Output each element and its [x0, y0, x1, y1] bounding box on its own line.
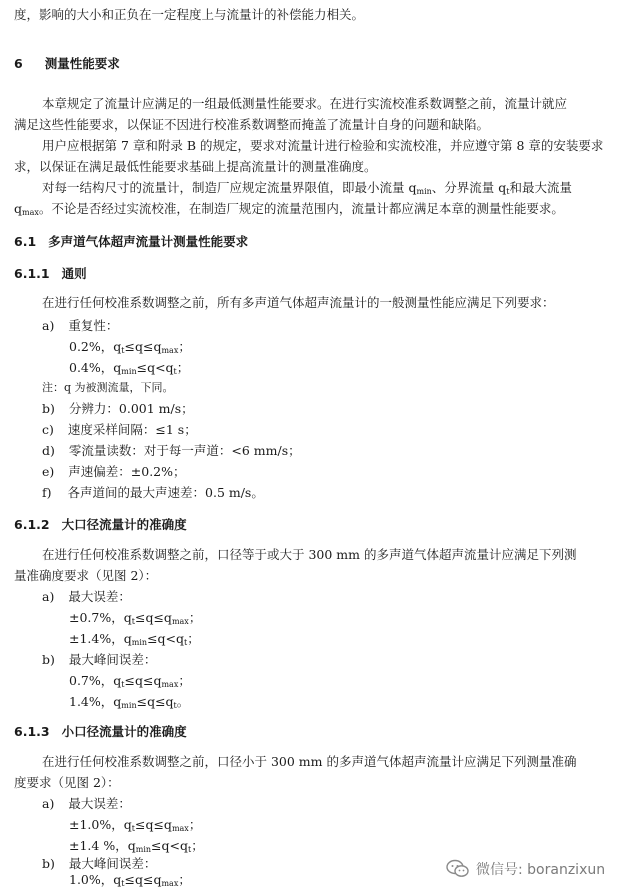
watermark-text: 微信号: boranzixun [476, 862, 606, 878]
text-segment: ≤q≤q [136, 694, 174, 709]
text-segment: q [14, 201, 23, 216]
subscript: t [173, 367, 177, 376]
text-segment: ≤q≤q [124, 872, 162, 887]
text-segment: q [123, 610, 132, 625]
list-text: 声速偏差：±0.2%； [68, 464, 186, 479]
subscript: min [121, 367, 137, 376]
list-marker: a) [42, 589, 55, 604]
text-segment: q [113, 360, 122, 375]
list-item [42, 463, 186, 481]
text-line: 用户应根据第 7 章和附录 B 的规定，要求对流量计进行检验和实流校准，并应遵守第 8 章的安装要求 [42, 138, 604, 153]
text-segment: ≤q≤q [134, 610, 172, 625]
formula-line: ±1.4 %，$q_{min}\le q<q_t$； [69, 838, 204, 854]
text-segment: q [113, 694, 122, 709]
text-segment: q [123, 817, 132, 832]
formula-line: 1.0%，$q_t\le q\le q_{max}$； [69, 872, 191, 888]
section-number: 6.1.1 [14, 266, 50, 281]
list-marker: b) [42, 401, 55, 416]
text-segment: q [123, 631, 132, 646]
subscript: t [131, 824, 135, 833]
subscript: t [121, 346, 125, 355]
list-marker: b) [42, 652, 55, 667]
section-heading [14, 55, 120, 73]
list-marker: b) [42, 856, 55, 871]
formula-line: 0.7%，$q_t\le q\le q_{max}$； [69, 673, 191, 689]
text-line: 满足这些性能要求，以保证不因进行校准系数调整而掩盖了流量计自身的问题和缺陷。 [14, 117, 490, 132]
list-text: 重复性： [68, 318, 119, 333]
subscript: t [173, 701, 177, 710]
text-segment: ≤q<q [147, 631, 185, 646]
subscript: t [184, 638, 188, 647]
text-line: 量准确度要求（见图 2）： [14, 568, 158, 583]
percent-value: ±1.4% [69, 631, 112, 646]
list-marker: a) [42, 796, 55, 811]
section-title: 测量性能要求 [44, 56, 120, 71]
text-segment: 对每一结构尺寸的流量计，制造厂应规定流量界限值，即最小流量 q [42, 180, 417, 195]
list-marker: f) [42, 485, 52, 500]
text-line: 在进行任何校准系数调整之前，所有多声道气体超声流量计的一般测量性能应满足下列要求： [42, 295, 555, 310]
list-item [42, 651, 156, 669]
section-heading [14, 516, 187, 534]
note: 注：q 为被测流量，下同。 [42, 381, 174, 394]
subscript: t [121, 879, 125, 888]
list-text: 最大峰间误差： [68, 652, 157, 667]
section-title: 大口径流量计的准确度 [61, 517, 187, 532]
text-segment: ； [176, 360, 190, 375]
percent-value: 0.2% [69, 339, 101, 354]
wechat-icon [446, 859, 470, 879]
text-segment: 、分界流量 q [431, 180, 507, 195]
formula-line: 1.4%，$q_{min}\le q\le q_t$。 [69, 694, 190, 710]
list-text: 速度采样间隔：≤1 s； [67, 422, 197, 437]
subscript: max [161, 680, 179, 689]
subscript: max [161, 346, 179, 355]
formula-line: ±1.0%，$q_t\le q\le q_{max}$； [69, 817, 202, 833]
text-line: 求，以保证在满足最低性能要求基础上提高流量计的测量准确度。 [14, 159, 377, 174]
section-heading [14, 265, 87, 283]
subscript: min [416, 187, 432, 196]
percent-value: ±1.4 % [69, 838, 116, 853]
percent-value: ±1.0% [69, 817, 112, 832]
text-segment: ； [187, 631, 200, 646]
text-segment: q [127, 838, 136, 853]
formula-line: 0.4%，$q_{min}\le q<q_t$； [69, 360, 190, 376]
text-segment: 。 [176, 694, 190, 709]
list-marker: c) [42, 422, 54, 437]
text-segment: 和最大流量 [509, 180, 572, 195]
section-number: 6.1 [14, 234, 37, 249]
text-segment: ≤q<q [136, 360, 174, 375]
list-marker: d) [42, 443, 55, 458]
section-heading [14, 723, 187, 741]
percent-value: 1.4% [69, 694, 101, 709]
text-line [42, 179, 572, 197]
subscript: t [131, 617, 135, 626]
subscript: max [22, 208, 39, 217]
text-segment: ≤q≤q [124, 339, 162, 354]
list-text: 分辨力：0.001 m/s； [68, 401, 194, 416]
formula-line: 0.2%，$q_t\le q\le q_{max}$； [69, 339, 191, 355]
text-segment: ； [188, 610, 202, 625]
percent-value: ±0.7% [69, 610, 112, 625]
list-marker: e) [42, 464, 55, 479]
subscript: t [121, 680, 125, 689]
list-item [42, 442, 301, 460]
list-text: 最大误差： [68, 796, 131, 811]
section-title: 多声道气体超声流量计测量性能要求 [48, 234, 249, 249]
section-heading [14, 233, 248, 251]
list-item [42, 421, 197, 439]
section-title: 通则 [61, 266, 87, 281]
text-segment: ≤q<q [151, 838, 188, 853]
section-number: 6.1.2 [14, 517, 50, 532]
percent-value: 1.0% [69, 872, 101, 887]
section-number: 6 [14, 56, 23, 71]
list-item [42, 400, 194, 418]
subscript: t [188, 845, 192, 854]
text-line: 本章规定了流量计应满足的一组最低测量性能要求。在进行实流校准系数调整之前，流量计就应 [42, 96, 568, 111]
text-segment: ； [178, 339, 191, 354]
subscript: max [171, 617, 189, 626]
text-segment: ； [188, 817, 202, 832]
text-segment: ； [191, 838, 204, 853]
list-marker: a) [42, 318, 55, 333]
text-segment: q [113, 339, 122, 354]
text-line: 在进行任何校准系数调整之前，口径小于 300 mm 的多声道气体超声流量计应满足下列测量准确 [42, 754, 577, 769]
subscript: min [135, 845, 152, 854]
section-title: 小口径流量计的准确度 [61, 724, 187, 739]
watermark [446, 856, 605, 882]
list-text: 最大峰间误差： [68, 856, 157, 871]
section-number: 6.1.3 [14, 724, 50, 739]
text-segment: ； [178, 872, 191, 887]
text-segment: q [113, 872, 122, 887]
text-segment: ； [178, 673, 191, 688]
list-item [42, 795, 131, 813]
text-line: 在进行任何校准系数调整之前，口径等于或大于 300 mm 的多声道气体超声流量计应满足下列测 [42, 547, 577, 562]
text-line [14, 200, 564, 218]
text-line: 度要求（见图 2）： [14, 775, 120, 790]
list-text: 最大误差： [68, 589, 131, 604]
formula-line: ±1.4%，$q_{min}\le q<q_t$； [69, 631, 200, 647]
list-text: 各声道间的最大声速差：0.5 m/s。 [67, 485, 264, 500]
formula-line: ±0.7%，$q_t\le q\le q_{max}$； [69, 610, 202, 626]
list-text: 零流量读数：对于每一声道：<6 mm/s； [68, 443, 301, 458]
percent-value: 0.4% [69, 360, 101, 375]
text-segment: 。不论是否经过实流校准，在制造厂规定的流量范围内，流量计都应满足本章的测量性能要求。 [38, 201, 564, 216]
text-line: 度，影响的大小和正负在一定程度上与流量计的补偿能力相关。 [14, 7, 365, 22]
text-segment: q [113, 673, 122, 688]
text-segment: ≤q≤q [134, 817, 172, 832]
subscript: max [171, 824, 189, 833]
subscript: min [131, 638, 148, 647]
list-item [42, 317, 118, 335]
percent-value: 0.7% [69, 673, 101, 688]
list-item [42, 588, 131, 606]
subscript: max [161, 879, 179, 888]
list-item [42, 484, 264, 502]
text-segment: ≤q≤q [124, 673, 162, 688]
subscript: t [506, 187, 510, 196]
subscript: min [121, 701, 137, 710]
